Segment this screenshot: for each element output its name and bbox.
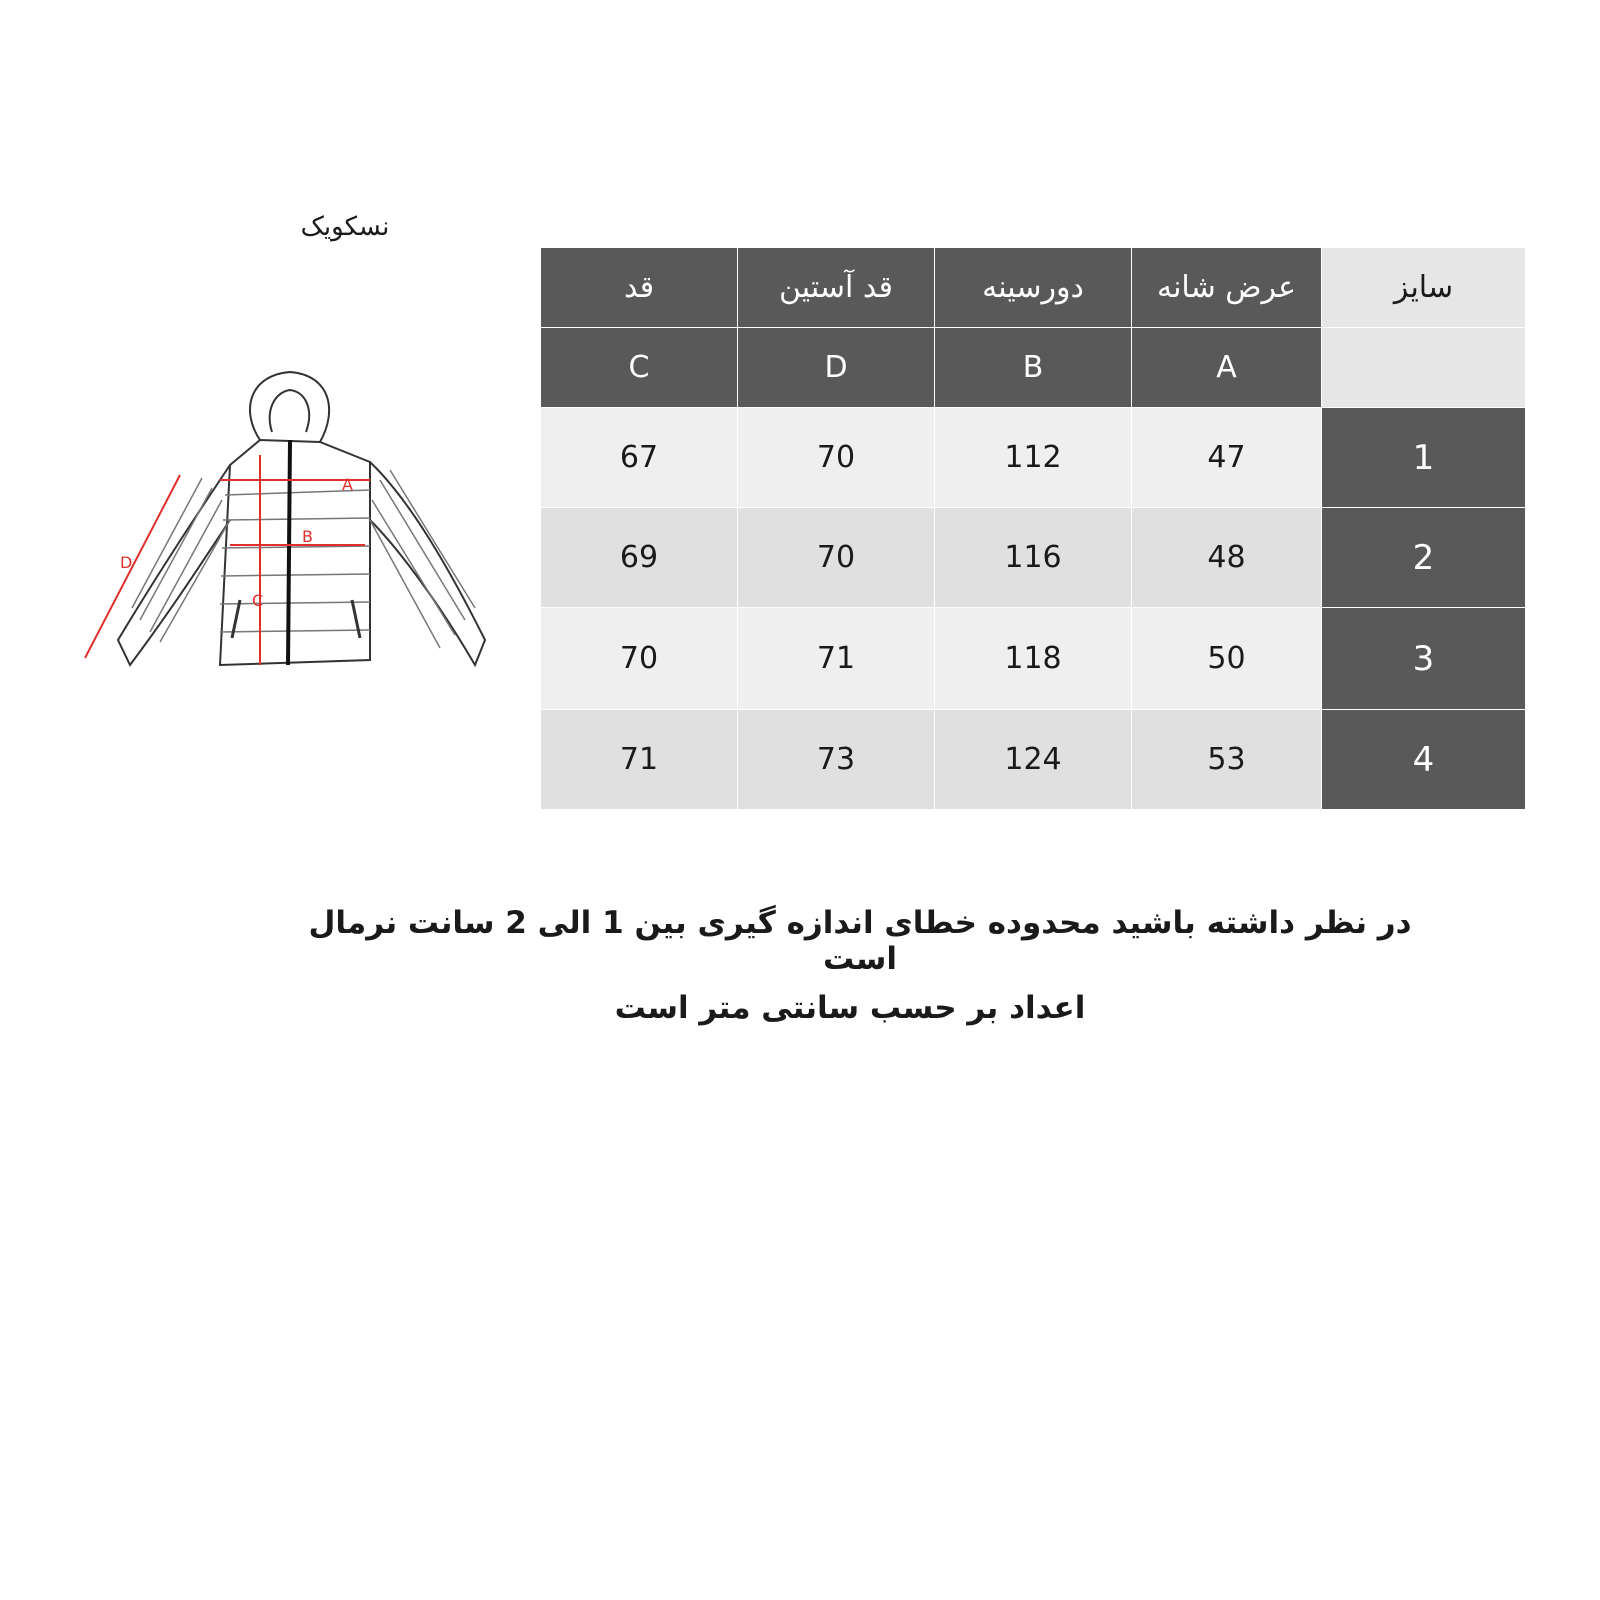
code-sleeve: D bbox=[738, 328, 935, 408]
brand-name: نسکویک bbox=[300, 212, 390, 242]
cell-chest: 118 bbox=[935, 608, 1132, 710]
units-note: اعداد بر حسب سانتی متر است bbox=[614, 990, 1086, 1026]
cell-length: 67 bbox=[541, 408, 738, 508]
jacket-hood bbox=[250, 372, 329, 442]
cell-sleeve: 70 bbox=[738, 408, 935, 508]
code-size-empty bbox=[1322, 328, 1526, 408]
cell-shoulder: 50 bbox=[1132, 608, 1322, 710]
code-length: C bbox=[541, 328, 738, 408]
measure-label-c: C bbox=[252, 591, 264, 610]
cell-size: 3 bbox=[1322, 608, 1526, 710]
cell-size: 4 bbox=[1322, 710, 1526, 810]
cell-sleeve: 71 bbox=[738, 608, 935, 710]
header-shoulder: عرض شانه bbox=[1132, 248, 1322, 328]
measure-label-b: B bbox=[302, 527, 313, 546]
cell-shoulder: 47 bbox=[1132, 408, 1322, 508]
code-row bbox=[541, 328, 1526, 408]
cell-chest: 116 bbox=[935, 508, 1132, 608]
table-row bbox=[541, 608, 1526, 710]
measure-label-d: D bbox=[120, 553, 133, 572]
tolerance-note: در نظر داشته باشید محدوده خطای اندازه گیری بین 1 الی 2 سانت نرمال است bbox=[308, 905, 1412, 977]
header-length: قد bbox=[541, 248, 738, 328]
table-row bbox=[541, 408, 1526, 508]
cell-chest: 112 bbox=[935, 408, 1132, 508]
header-chest: دورسینه bbox=[935, 248, 1132, 328]
cell-chest: 124 bbox=[935, 710, 1132, 810]
cell-sleeve: 73 bbox=[738, 710, 935, 810]
cell-length: 71 bbox=[541, 710, 738, 810]
header-size: سایز bbox=[1322, 248, 1526, 328]
cell-size: 2 bbox=[1322, 508, 1526, 608]
header-sleeve: قد آستین bbox=[738, 248, 935, 328]
cell-shoulder: 53 bbox=[1132, 710, 1322, 810]
jacket-zipper bbox=[288, 440, 290, 665]
code-shoulder: A bbox=[1132, 328, 1322, 408]
jacket-left-sleeve bbox=[118, 465, 230, 665]
measure-label-a: A bbox=[342, 475, 353, 494]
cell-sleeve: 70 bbox=[738, 508, 935, 608]
table-row bbox=[541, 710, 1526, 810]
cell-length: 70 bbox=[541, 608, 738, 710]
cell-size: 1 bbox=[1322, 408, 1526, 508]
table-row bbox=[541, 508, 1526, 608]
code-chest: B bbox=[935, 328, 1132, 408]
cell-shoulder: 48 bbox=[1132, 508, 1322, 608]
header-row bbox=[541, 248, 1526, 328]
size-table bbox=[540, 247, 1526, 810]
jacket-diagram bbox=[80, 370, 500, 690]
cell-length: 69 bbox=[541, 508, 738, 608]
